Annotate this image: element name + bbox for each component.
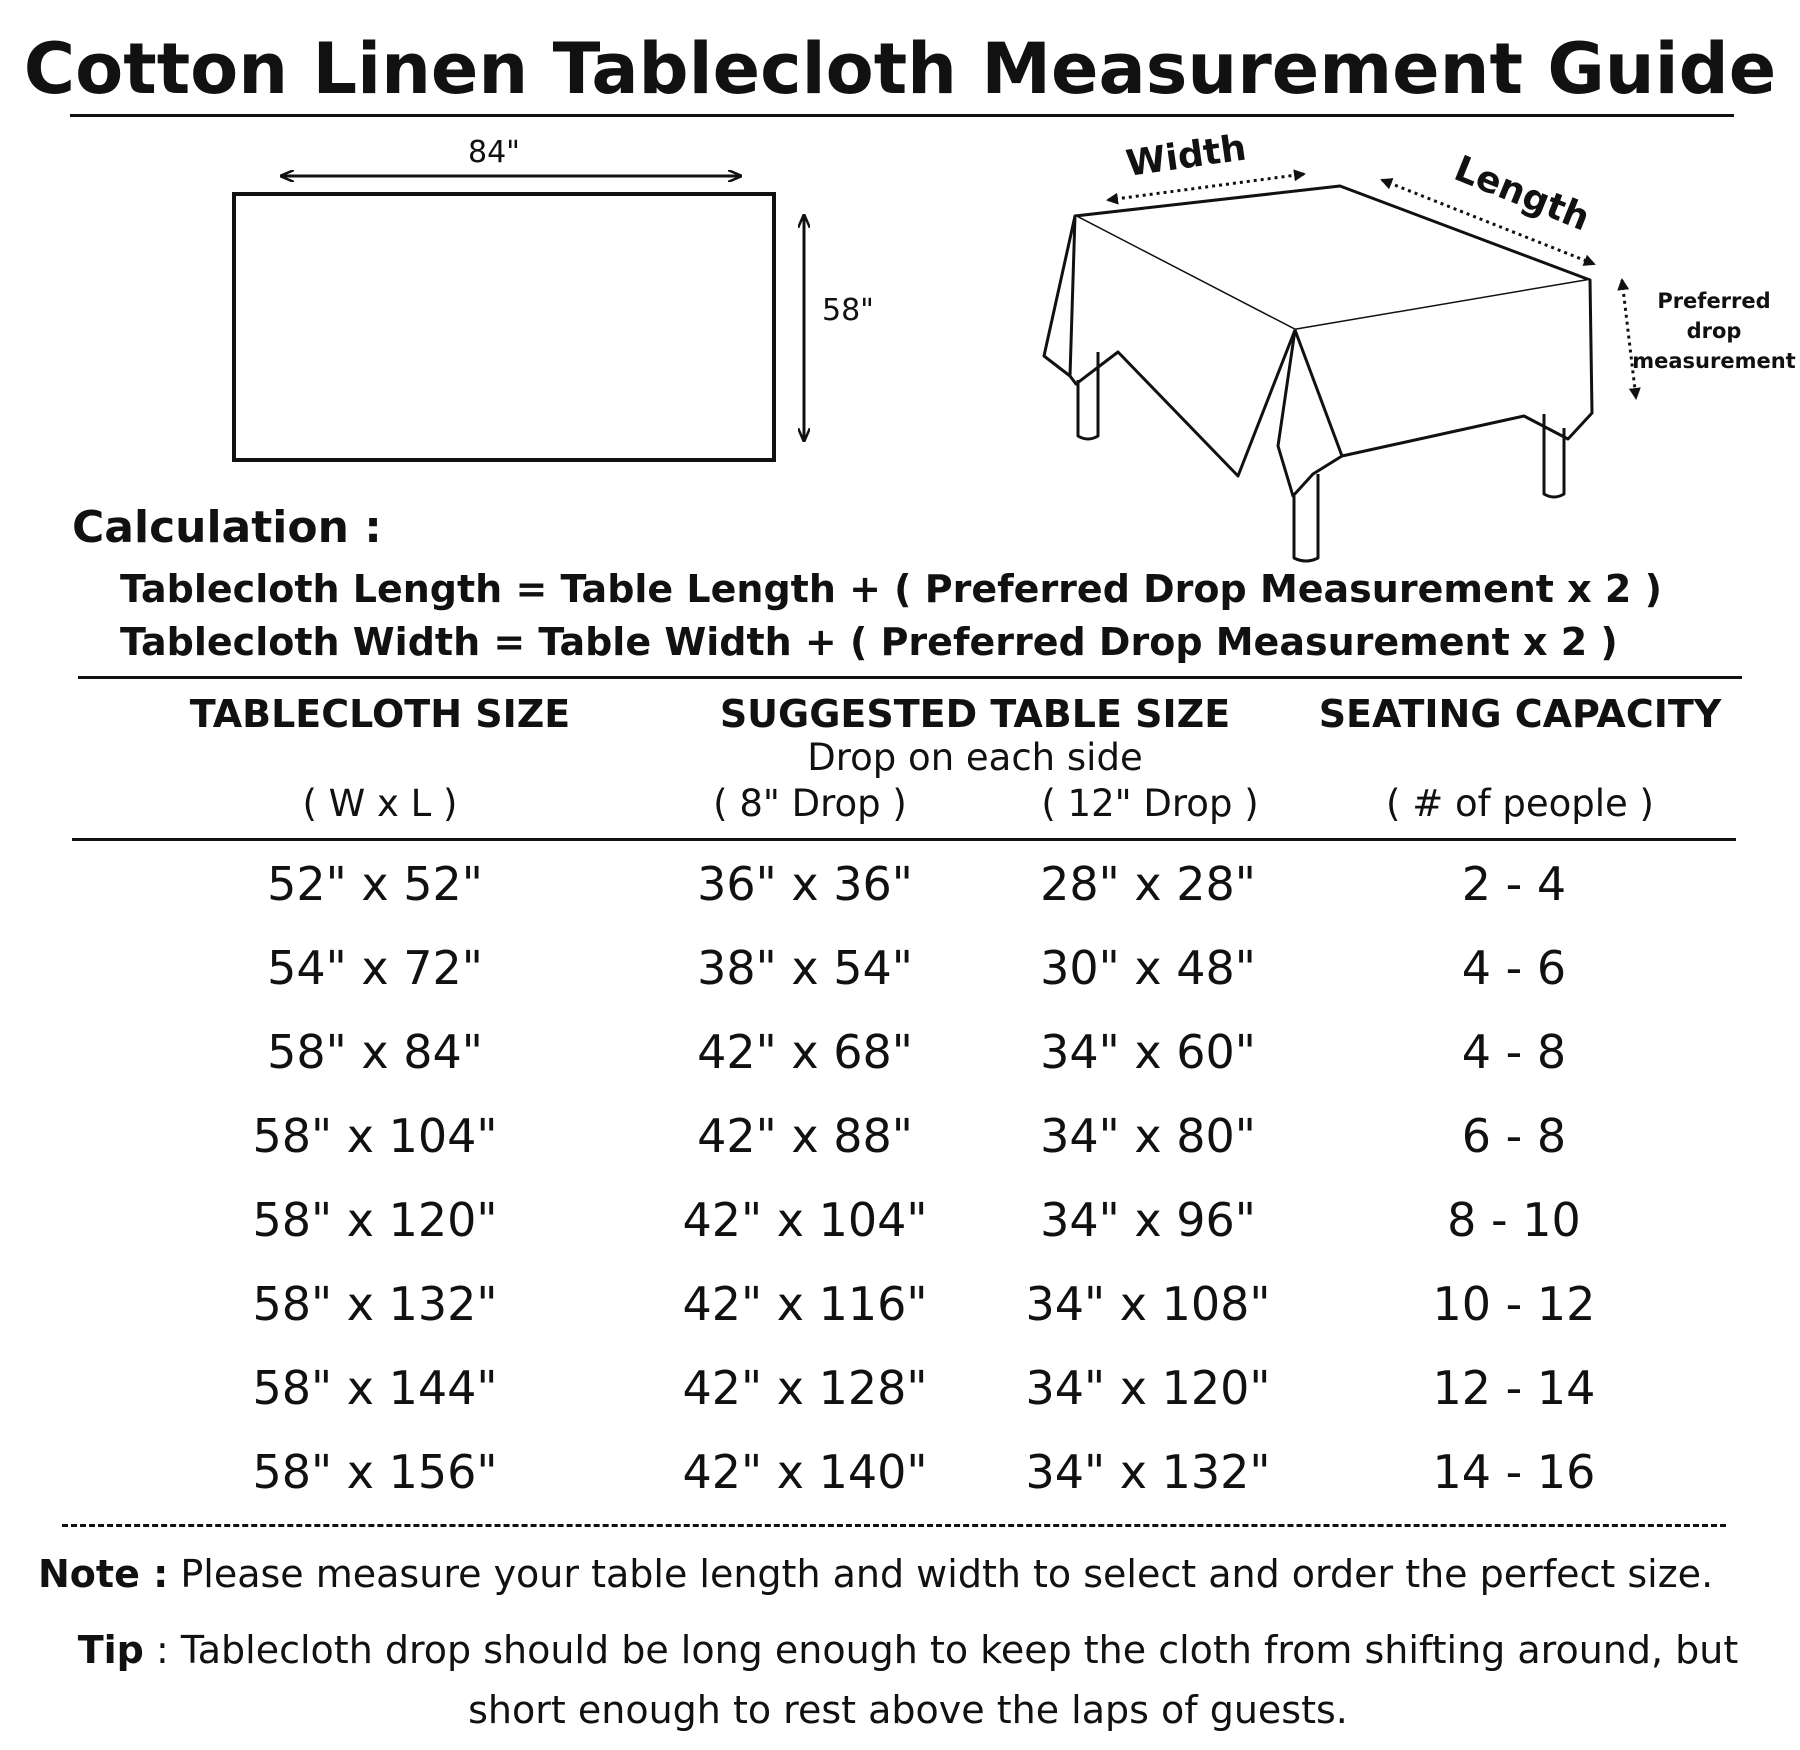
- calculation-heading: Calculation :: [72, 502, 382, 553]
- dashed-divider: [62, 1524, 1726, 1527]
- cell-size: 54" x 72": [267, 941, 483, 995]
- cell-seating: 4 - 6: [1461, 941, 1567, 995]
- tip-text: : Tablecloth drop should be long enough to keep the cloth from shifting around, but short enough to rest above the laps of guests.: [143, 1628, 1739, 1732]
- cell-seating: 8 - 10: [1447, 1193, 1581, 1247]
- cell-drop12: 34" x 96": [1040, 1193, 1256, 1247]
- cell-drop8: 42" x 68": [697, 1025, 913, 1079]
- calculation-width-formula: Tablecloth Width = Table Width + ( Preferred Drop Measurement x 2 ): [120, 620, 1618, 664]
- table-drawing: [1044, 186, 1592, 561]
- header-12-inch-drop: ( 12" Drop ): [1041, 782, 1259, 825]
- tip-label: Tip: [77, 1628, 144, 1672]
- note-text: Please measure your table length and width to select and order the perfect size.: [168, 1552, 1714, 1596]
- cell-seating: 2 - 4: [1461, 857, 1567, 911]
- header-seating-capacity: SEATING CAPACITY: [1318, 692, 1722, 736]
- cell-drop12: 34" x 120": [1025, 1361, 1271, 1415]
- cell-drop12: 34" x 108": [1025, 1277, 1271, 1331]
- cell-size: 58" x 156": [252, 1445, 498, 1499]
- tablecloth-rectangle: [234, 194, 774, 460]
- cell-drop12: 28" x 28": [1040, 857, 1256, 911]
- cell-drop8: 42" x 128": [682, 1361, 928, 1415]
- cell-drop8: 36" x 36": [697, 857, 913, 911]
- note-label: Note :: [38, 1552, 169, 1596]
- cell-size: 58" x 84": [267, 1025, 483, 1079]
- header-tablecloth-size-sub: ( W x L ): [302, 782, 458, 825]
- cell-size: 58" x 120": [252, 1193, 498, 1247]
- drop-label-line1: Preferred: [1657, 289, 1771, 313]
- cell-size: 52" x 52": [267, 857, 483, 911]
- header-drop-on-each-side: Drop on each side: [807, 736, 1143, 779]
- calculation-divider: [78, 676, 1742, 679]
- page-title: Cotton Linen Tablecloth Measurement Guide: [23, 28, 1777, 110]
- width-dimension-label: 84": [468, 135, 520, 170]
- cell-seating: 6 - 8: [1461, 1109, 1567, 1163]
- drop-label-line2: drop: [1686, 319, 1742, 343]
- header-divider: [72, 838, 1736, 841]
- cell-seating: 10 - 12: [1432, 1277, 1596, 1331]
- drop-arrow: [1622, 280, 1636, 398]
- cell-drop8: 38" x 54": [697, 941, 913, 995]
- cell-drop8: 42" x 140": [682, 1445, 928, 1499]
- cell-seating: 12 - 14: [1432, 1361, 1596, 1415]
- drop-label-line3: measurement: [1632, 349, 1796, 373]
- cell-seating: 4 - 8: [1461, 1025, 1567, 1079]
- tip: [38, 1620, 1778, 1740]
- length-label: Length: [1448, 148, 1596, 240]
- cell-drop12: 34" x 60": [1040, 1025, 1256, 1079]
- draped-table-diagram: [1030, 127, 1796, 570]
- cell-size: 58" x 132": [252, 1277, 498, 1331]
- cell-drop8: 42" x 88": [697, 1109, 913, 1163]
- header-tablecloth-size: TABLECLOTH SIZE: [189, 692, 571, 736]
- cell-drop12: 34" x 132": [1025, 1445, 1271, 1499]
- header-8-inch-drop: ( 8" Drop ): [713, 782, 907, 825]
- title-divider: [70, 114, 1734, 117]
- cell-seating: 14 - 16: [1432, 1445, 1596, 1499]
- calculation-length-formula: Tablecloth Length = Table Length + ( Preferred Drop Measurement x 2 ): [120, 567, 1662, 611]
- flat-tablecloth-diagram: [220, 130, 900, 470]
- cell-size: 58" x 144": [252, 1361, 498, 1415]
- cell-drop8: 42" x 116": [682, 1277, 928, 1331]
- header-seating-capacity-sub: ( # of people ): [1386, 782, 1654, 825]
- cell-size: 58" x 104": [252, 1109, 498, 1163]
- height-dimension-label: 58": [822, 293, 874, 328]
- note: [38, 1548, 1778, 1600]
- cell-drop8: 42" x 104": [682, 1193, 928, 1247]
- cell-drop12: 34" x 80": [1040, 1109, 1256, 1163]
- width-label: Width: [1123, 127, 1249, 185]
- cell-drop12: 30" x 48": [1040, 941, 1256, 995]
- header-suggested-table-size: SUGGESTED TABLE SIZE: [719, 692, 1231, 736]
